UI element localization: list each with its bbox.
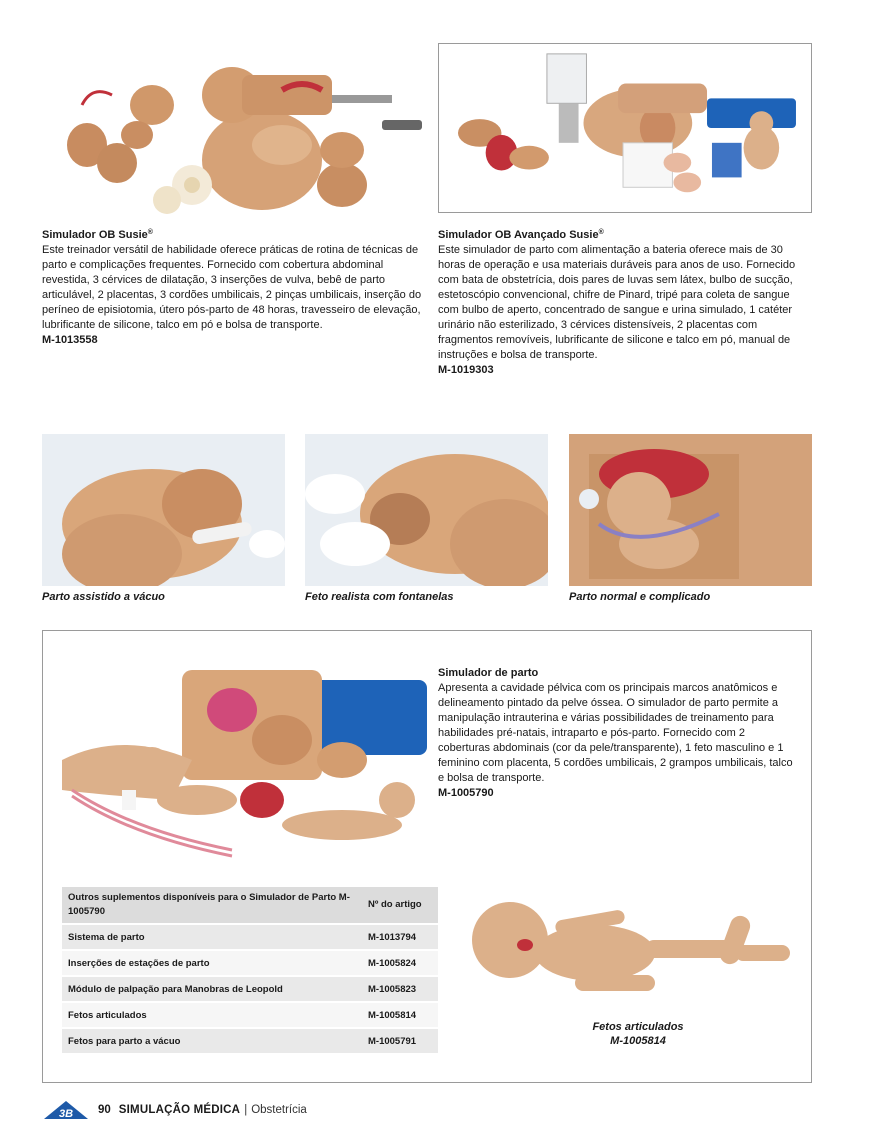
- table-header-row: [62, 887, 438, 924]
- table-cell-name: Módulo de palpação para Manobras de Leopold: [62, 976, 362, 1002]
- footer-separator: |: [244, 1104, 248, 1116]
- caption-normal: Parto normal e complicado: [569, 591, 711, 603]
- advanced-susie-title: Simulador OB Avançado Susie®: [438, 229, 604, 241]
- table-cell-name: Fetos para parto a vácuo: [62, 1028, 362, 1054]
- page-number: 90: [98, 1104, 111, 1116]
- table-row: [62, 1028, 438, 1054]
- realistic-fetus-photo: [305, 434, 548, 586]
- birth-simulator-description: Apresenta a cavidade pélvica com os principais marcos anatômicos e delineamento pintado da pelve óssea. O simulador de parto permite a manipulação intrauterina e várias possibilidades de treinamento para habilidades pré-natais, intraparto e pós-parto. Fornecido com 2 coberturas abdominais (cor da pele/transparente), 1 feto masculino e 1 feminino com placenta, 5 cordões umbilicais, 2 grampos umbilicais, talco e bolsa de transporte.: [438, 682, 793, 784]
- advanced-susie-block: [438, 228, 810, 378]
- advanced-susie-photo: [438, 43, 812, 213]
- ob-susie-photo: [42, 35, 427, 220]
- table-cell-name: Sistema de parto: [62, 924, 362, 950]
- subsection-title: Obstetrícia: [251, 1104, 307, 1116]
- brand-logo-icon: [42, 1099, 90, 1121]
- table-row: [62, 976, 438, 1002]
- birth-simulator-photo: [52, 650, 430, 875]
- table-header-code: Nº do artigo: [362, 887, 438, 924]
- fetus-caption-code: M-1005814: [610, 1035, 666, 1047]
- advanced-susie-code: M-1019303: [438, 364, 494, 376]
- page-footer: [42, 1098, 307, 1122]
- ob-susie-code: M-1013558: [42, 334, 98, 346]
- fetus-caption-name: Fetos articulados: [592, 1021, 684, 1033]
- ob-susie-description: Este treinador versátil de habilidade oferece práticas de rotina de técnicas de parto e complicações frequentes. Fornecido com cobertura abdominal revestida, 3 cérvices de dilatação, 3 inserções de vulva, bebê de parto articulável, 2 placentas, 3 cordões umbilicais, 2 pinças umbilicais, inserção do períneo de episiotomia, útero pós-parto de 48 horas, travesseiro de elevação, lubrificante de silicone, talco em pó e bolsa de transporte.: [42, 244, 422, 331]
- section-title: SIMULAÇÃO MÉDICA: [118, 1104, 241, 1116]
- table-cell-code: M-1005814: [362, 1002, 438, 1028]
- table-header-label: Outros suplementos disponíveis para o Simulador de Parto M-1005790: [62, 887, 362, 924]
- table-cell-name: Inserções de estações de parto: [62, 950, 362, 976]
- caption-vacuum: Parto assistido a vácuo: [42, 591, 165, 603]
- table-cell-code: M-1005791: [362, 1028, 438, 1054]
- fetus-caption: [560, 1020, 716, 1048]
- table-row: [62, 1002, 438, 1028]
- vacuum-delivery-photo: [42, 434, 285, 586]
- normal-delivery-photo: [569, 434, 812, 586]
- ob-susie-title: Simulador OB Susie®: [42, 229, 153, 241]
- table-cell-code: M-1005824: [362, 950, 438, 976]
- brand-logo-text: 3B: [58, 1108, 74, 1120]
- caption-fetus: Feto realista com fontanelas: [305, 591, 454, 603]
- birth-simulator-title: Simulador de parto: [438, 667, 539, 679]
- advanced-susie-description: Este simulador de parto com alimentação a bateria oferece mais de 30 horas de operação e usa materiais duráveis para anos de uso. Fornecido com bata de obstetrícia, dois pares de luvas sem látex, bulbo de sucção, estetoscópio convencional, chifre de Pinard, tripé para coleta de sangue com bulbo de aperto, concentrado de sangue e urina simulado, 1 catéter urinário não esterilizado, 3 cérvices distensíveis, 2 placentas com fragmentos removíveis, lubrificante de silicone e talco em pó, manual de instruções e bolsa de transporte.: [438, 244, 796, 361]
- table-cell-code: M-1005823: [362, 976, 438, 1002]
- birth-simulator-code: M-1005790: [438, 787, 494, 799]
- birth-simulator-block: [438, 666, 798, 801]
- table-cell-code: M-1013794: [362, 924, 438, 950]
- table-row: [62, 950, 438, 976]
- articulated-fetus-photo: [455, 895, 800, 1015]
- ob-susie-block: [42, 228, 422, 348]
- table-cell-name: Fetos articulados: [62, 1002, 362, 1028]
- supplements-table: [62, 887, 438, 1055]
- table-row: [62, 924, 438, 950]
